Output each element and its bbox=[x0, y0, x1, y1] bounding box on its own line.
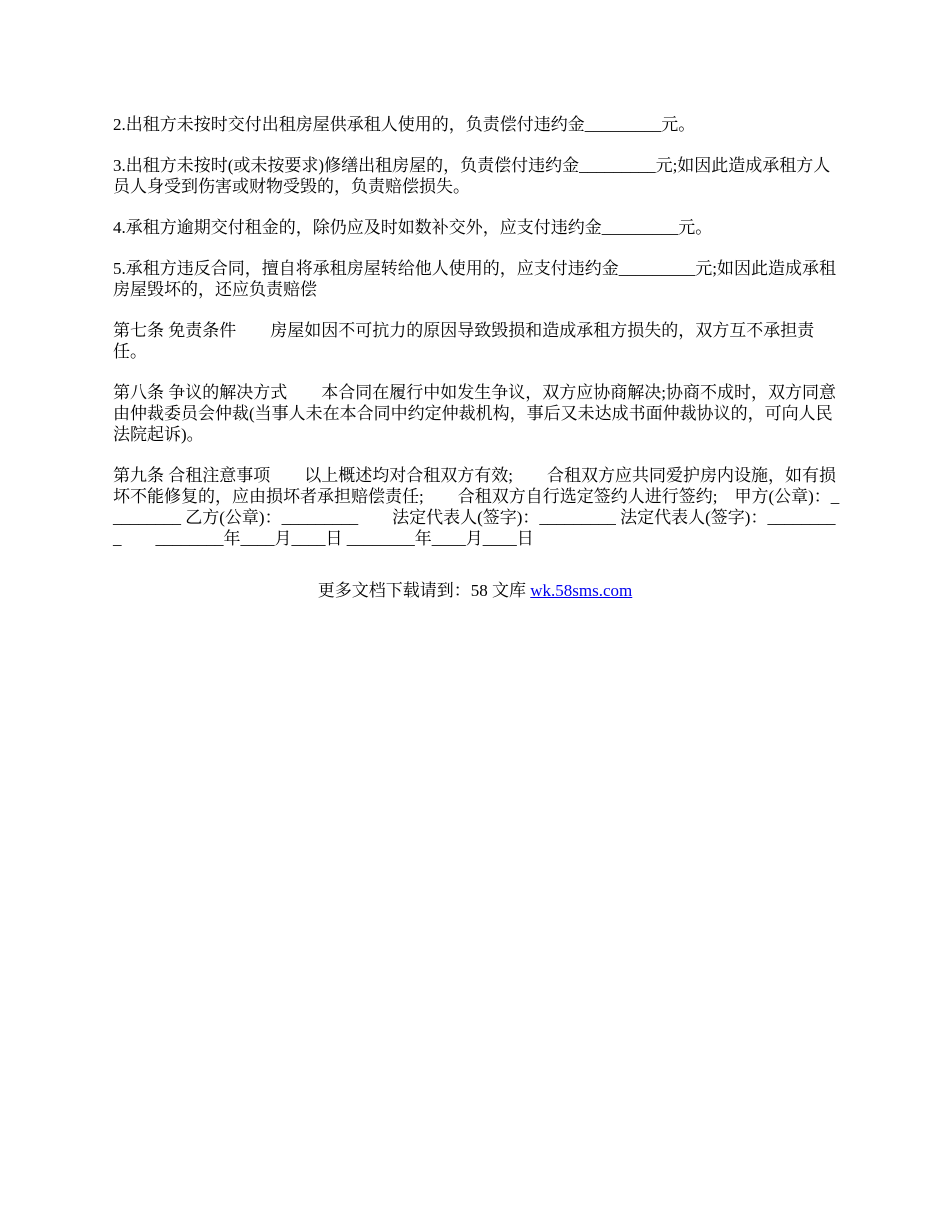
footer-text: 更多文档下载请到：58 文库 bbox=[317, 581, 531, 600]
article-8-paragraph: 第八条 争议的解决方式 本合同在履行中如发生争议，双方应协商解决;协商不成时，双方同意由仲裁委员会仲裁(当事人未在本合同中约定仲裁机构，事后又未达成书面仲裁协议的，可向人民法院起诉)。 bbox=[113, 383, 836, 444]
clause-2-paragraph: 2.出租方未按时交付出租房屋供承租人使用的，负责偿付违约金_________元。 bbox=[113, 115, 696, 134]
article-9-paragraph: 第九条 合租注意事项 以上概述均对合租双方有效; 合租双方应共同爱护房内设施，如有损坏不能修复的，应由损坏者承担赔偿责任; 合租双方自行选定签约人进行签约; 甲方(公章)：_________ 乙方(公章)：_________ 法定代表人(签字)：_________ 法定代表人(签字)：_________ ________年____月____日 ________年____月____日 bbox=[113, 466, 840, 548]
download-footer bbox=[0, 580, 950, 602]
clause-4-paragraph: 4.承租方逾期交付租金的，除仍应及时如数补交外，应支付违约金_________元。 bbox=[113, 218, 713, 237]
footer-link[interactable]: wk.58sms.com bbox=[530, 581, 633, 600]
clause-5-paragraph: 5.承租方违反合同，擅自将承租房屋转给他人使用的，应支付违约金_________元;如因此造成承租房屋毁坏的，还应负责赔偿 bbox=[113, 259, 836, 299]
article-7-paragraph: 第七条 免责条件 房屋如因不可抗力的原因导致毁损和造成承租方损失的，双方互不承担责任。 bbox=[113, 321, 815, 361]
clause-3-paragraph: 3.出租方未按时(或未按要求)修缮出租房屋的，负责偿付违约金_________元;如因此造成承租方人员人身受到伤害或财物受毁的，负责赔偿损失。 bbox=[113, 156, 831, 196]
document-body bbox=[113, 114, 843, 569]
